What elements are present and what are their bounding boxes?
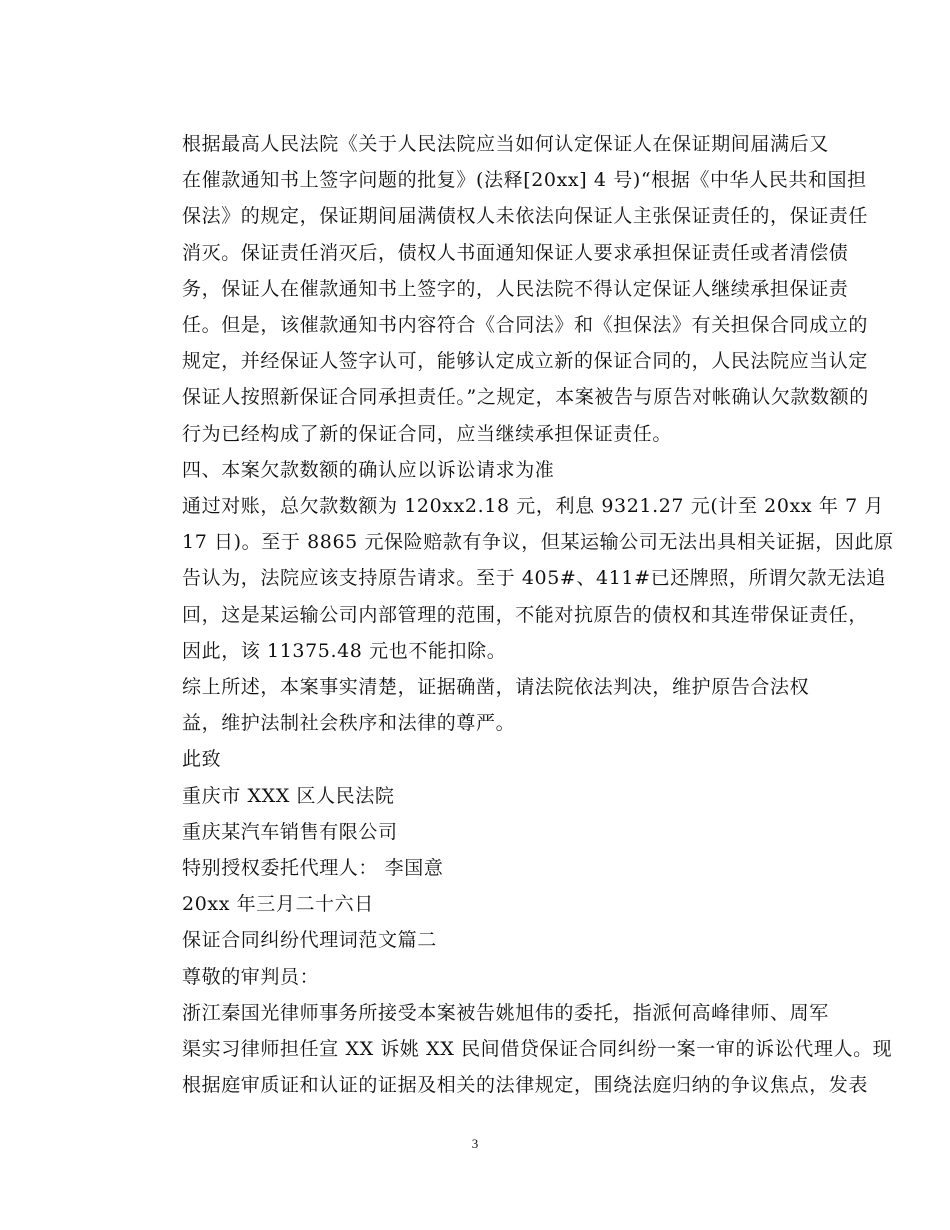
closing-salutation: 此致	[182, 748, 222, 771]
text-line: 务，保证人在催款通知书上签字的，人民法院不得认定保证人继续承担保证责	[182, 277, 849, 300]
greeting: 尊敬的审判员：	[182, 965, 320, 988]
text-line: 渠实习律师担任宣 XX 诉姚 XX 民间借贷保证合同纠纷一案一审的诉讼代理人。现	[182, 1038, 893, 1061]
text-line: 因此，该 11375.48 元也不能扣除。	[182, 639, 507, 662]
text-line: 根据最高人民法院《关于人民法院应当如何认定保证人在保证期间届满后又	[182, 133, 829, 155]
closing-court: 重庆市 XXX 区人民法院	[182, 784, 395, 807]
text-line: 在催款通知书上签字问题的批复》(法释[20xx] 4 号)“根据《中华人民共和国担	[182, 169, 867, 192]
paragraph-introduction	[144, 995, 893, 1104]
text-line: 综上所述，本案事实清楚，证据确凿，请法院依法判决，维护原告合法权	[182, 676, 810, 699]
text-line: 17 日)。至于 8865 元保险赔款有争议，但某运输公司无法出具相关证据，因此原	[182, 531, 894, 554]
paragraph-conclusion	[144, 669, 808, 741]
text-line: 回，这是某运输公司内部管理的范围，不能对抗原告的债权和其连带保证责任，	[182, 603, 869, 626]
text-line: 益，维护法制社会秩序和法律的尊严。	[182, 712, 516, 735]
text-line: 保法》的规定，保证期间届满债权人未依法向保证人主张保证责任的，保证责任	[182, 205, 869, 228]
text-line: 四、本案欠款数额的确认应以诉讼请求为准	[182, 458, 555, 481]
document-body	[144, 126, 894, 1103]
text-line: 浙江秦国光律师事务所接受本案被告姚旭伟的委托，指派何高峰律师、周军	[182, 1001, 829, 1024]
closing-agent: 特别授权委托代理人： 李国意	[182, 857, 444, 880]
text-line: 告认为，法院应该支持原告请求。至于 405#、411#已还牌照，所谓欠款无法追	[182, 567, 886, 590]
paragraph-legal-basis	[144, 126, 869, 452]
closing-company: 重庆某汽车销售有限公司	[182, 820, 398, 843]
text-line: 行为已经构成了新的保证合同，应当继续承担保证责任。	[182, 422, 673, 445]
text-line: 保证人按照新保证合同承担责任。”之规定，本案被告与原告对帐确认欠款数额的	[182, 386, 869, 409]
section-title: 保证合同纠纷代理词范文篇二	[182, 929, 437, 952]
section-heading	[144, 452, 808, 488]
text-line: 规定，并经保证人签字认可，能够认定成立新的保证合同的，人民法院应当认定	[182, 350, 869, 373]
text-line: 消灭。保证责任消灭后，债权人书面通知保证人要求承担保证责任或者清偿债	[182, 241, 849, 264]
page-number: 3	[471, 1136, 479, 1151]
text-line: 任。但是，该催款通知书内容符合《合同法》和《担保法》有关担保合同成立的	[182, 314, 869, 337]
closing-date: 20xx 年三月二十六日	[182, 893, 374, 916]
text-line: 通过对账，总欠款数额为 120xx2.18 元，利息 9321.27 元(计至 20xx 年 7 月	[182, 495, 884, 518]
text-line: 根据庭审质证和认证的证据及相关的法律规定，围绕法庭归纳的争议焦点，发表	[182, 1074, 869, 1097]
paragraph-debt-amount	[144, 488, 894, 669]
